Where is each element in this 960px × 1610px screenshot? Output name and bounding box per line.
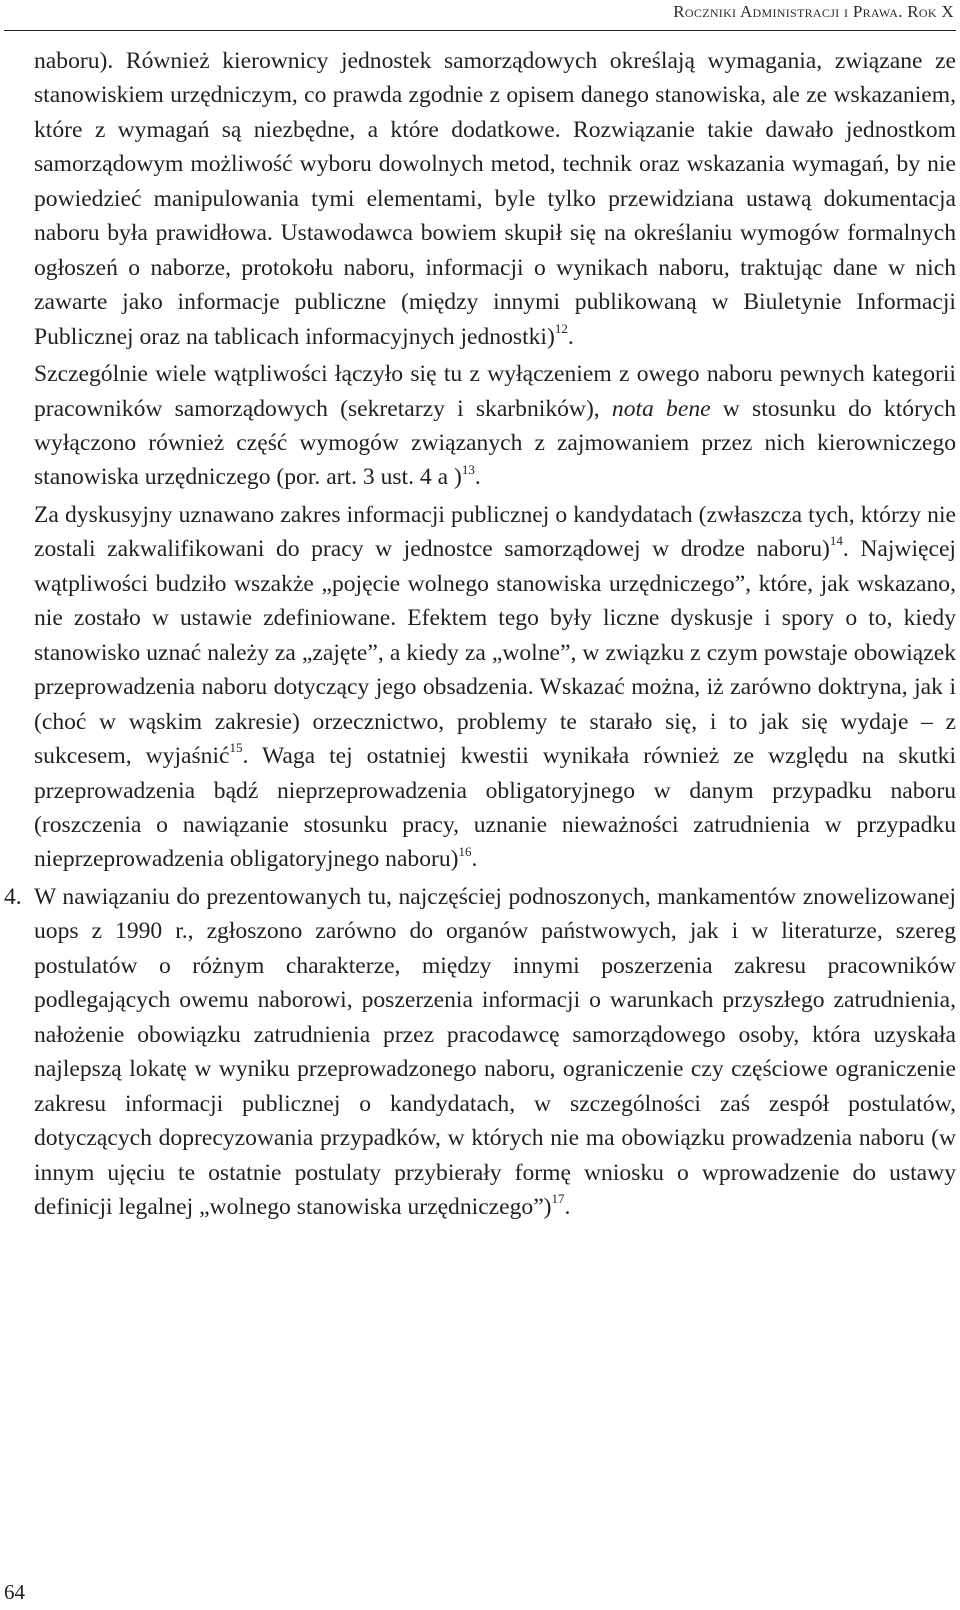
paragraph-text: .	[564, 1193, 571, 1220]
footnote-ref[interactable]: 14	[829, 533, 843, 549]
paragraph	[34, 44, 956, 354]
footnote-ref[interactable]: 13	[461, 461, 475, 477]
footnote-ref[interactable]: 17	[551, 1191, 565, 1207]
paragraph-text: naboru). Również kierownicy jednostek samorządowych określają wymagania, związane ze stanowiskiem urzędniczym, co prawda zgodnie z opisem danego stanowiska, ale ze wskazaniem, które z wymagań są niezbędne, a które dodatkowe. Rozwiązanie takie dawało jednostkom samorządowym możliwość wyboru dowolnych metod, technik oraz wskazania wymagań, by nie powiedzieć manipulowania tymi elementami, byle tylko przewidziana ustawą dokumentacja naboru była prawidłowa. Ustawodawca bowiem skupił się na określaniu wymogów formalnych ogłoszeń o naborze, protokołu naboru, informacji o wynikach naboru, traktując dane w nich zawarte jako informacje publiczne (między innymi publikowaną w Biuletynie Informacji Publicznej oraz na tablicach informacyjnych jednostki)	[34, 48, 956, 350]
paragraph-text: .	[567, 323, 574, 350]
page-number: 64	[4, 1580, 25, 1604]
paragraph-text: w stosunku do których wyłączono również część wymogów związanych z zajmowaniem przez nich kierowniczego stanowiska urzędniczego (por. art. 3 ust. 4 a )	[34, 395, 956, 491]
numbered-paragraph	[4, 880, 956, 1225]
paragraph	[34, 498, 956, 877]
footnote-ref[interactable]: 16	[458, 843, 472, 859]
italic-phrase: nota bene	[611, 395, 711, 422]
footnote-ref[interactable]: 15	[229, 740, 243, 756]
footnote-ref[interactable]: 12	[554, 320, 568, 336]
paragraph-text: .	[471, 846, 478, 873]
header-rule	[4, 30, 956, 31]
paragraph-text: . Waga tej ostatniej kwestii wynikała również ze względu na skutki przeprowadzenia bądź nieprzeprowadzenia obligatoryjnego w danym przypadku naboru (roszczenia o nawiązanie stosunku pracy, uznanie nieważności zatrudnienia w przypadku nieprzeprowadzenia obligatoryjnego naboru)	[34, 743, 957, 873]
paragraph-text: Szczególnie wiele wątpliwości łączyło się tu z wyłączeniem z owego naboru pewnych kategorii pracowników samorządowych (sekretarzy i skarbników),	[34, 361, 956, 422]
paragraph-text: Za dyskusyjny uznawano zakres informacji publicznej o kandydatach (zwłaszcza tych, którzy nie zostali zakwalifikowani do pracy w jednostce samorządowej w drodze naboru)	[34, 501, 956, 563]
running-header: Roczniki Administracji i Prawa. Rok X	[673, 2, 954, 21]
article-body	[4, 44, 957, 1224]
paragraph	[34, 357, 956, 495]
paragraph-text: . Najwięcej wątpliwości budziło wszakże „pojęcie wolnego stanowiska urzędniczego”, które, jak wskazano, nie zostało w ustawie zdefiniowane. Efektem tego były liczne dyskusje i spory o to, kiedy stanowisko uznać należy za „zajęte”, a kiedy za „wolne”, w związku z czym powstaje obowiązek przeprowadzenia naboru dotyczący jego obsadzenia. Wskazać można, iż zarówno doktryna, jak i (choć w wąskim zakresie) orzecznictwo, problemy te starało się, i to jak się wydaje – z sukcesem, wyjaśnić	[34, 536, 956, 770]
paragraph-number: 4.	[4, 883, 22, 910]
paragraph-text: W nawiązaniu do prezentowanych tu, najczęściej podnoszonych, mankamentów znowelizowanej uops z 1990 r., zgłoszono zarówno do organów państwowych, jak i w literaturze, szereg postulatów o różnym charakterze, między innymi poszerzenia zakresu pracowników podlegających owemu naborowi, poszerzenia informacji o warunkach przyszłego zatrudnienia, nałożenie obowiązku zatrudnienia przez pracodawcę samorządowego osoby, która uzyskała najlepszą lokatę w wyniku przeprowadzonego naboru, ograniczenie czy częściowe ograniczenie zakresu informacji publicznej o kandydatach, w szczególności zaś zespół postulatów, dotyczących doprecyzowania przypadków, w których nie ma obowiązku prowadzenia naboru (w innym ujęciu te ostatnie postulaty przybierały formę wniosku o wprowadzenie do ustawy definicji legalnej „wolnego stanowiska urzędniczego”)	[34, 883, 956, 1220]
paragraph-text: .	[474, 464, 481, 491]
